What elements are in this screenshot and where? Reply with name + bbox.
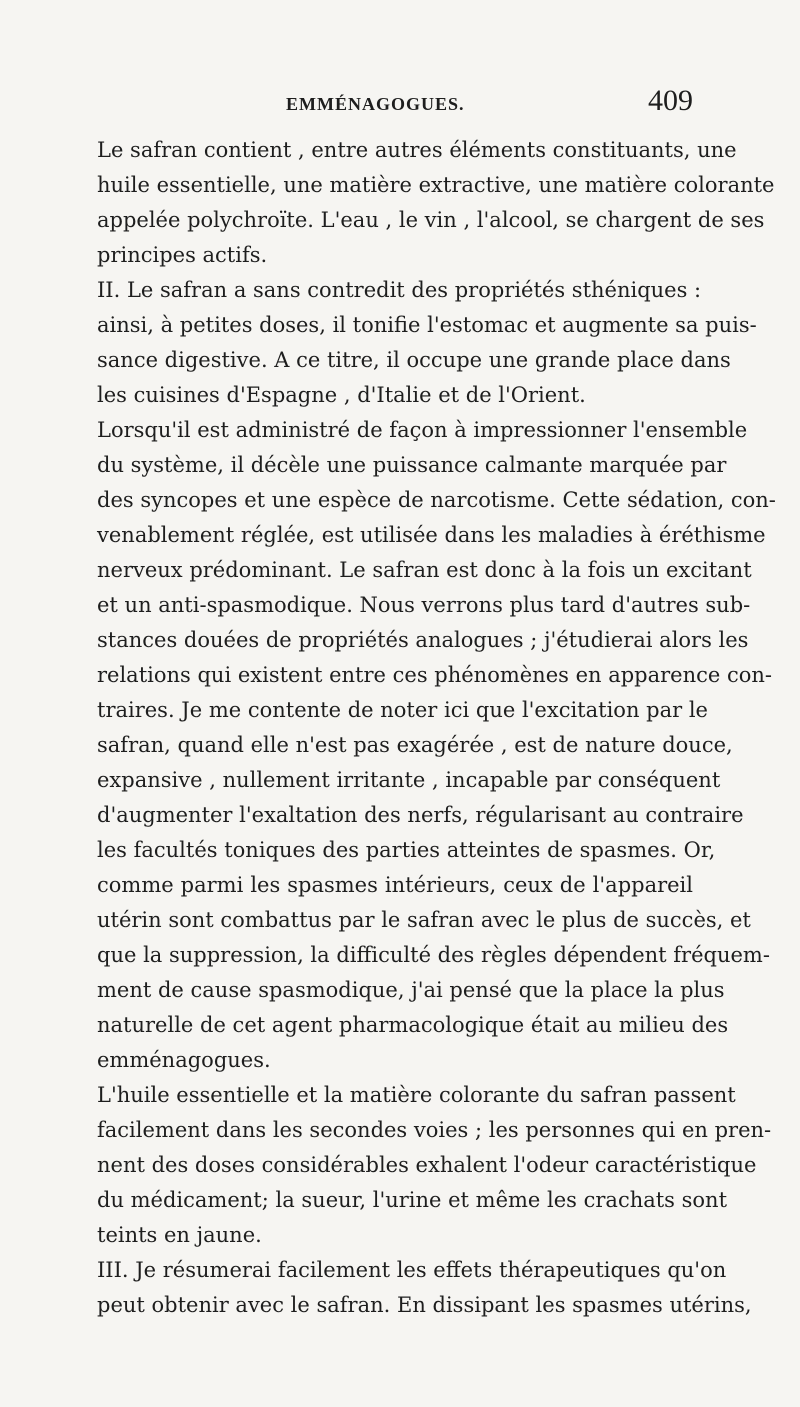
- text-line: comme parmi les spasmes intérieurs, ceux de l'appareil: [97, 873, 693, 897]
- text-line: L'huile essentielle et la matière colorante du safran passent: [97, 1083, 736, 1107]
- text-line: les facultés toniques des parties atteintes de spasmes. Or,: [97, 838, 716, 862]
- text-line: expansive , nullement irritante , incapable par conséquent: [97, 768, 721, 792]
- text-line: du médicament; la sueur, l'urine et même les crachats sont: [97, 1188, 728, 1212]
- text-line: naturelle de cet agent pharmacologique était au milieu des: [97, 1013, 729, 1037]
- text-line: les cuisines d'Espagne , d'Italie et de l'Orient.: [97, 383, 586, 407]
- text-line: des syncopes et une espèce de narcotisme. Cette sédation, con-: [97, 488, 776, 512]
- page-number: 409: [648, 84, 693, 117]
- text-line: III. Je résumerai facilement les effets thérapeutiques qu'on: [97, 1258, 727, 1282]
- text-line: traires. Je me contente de noter ici que l'excitation par le: [97, 698, 708, 722]
- text-line: du système, il décèle une puissance calmante marquée par: [97, 453, 727, 477]
- running-head: EMMÉNAGOGUES.: [286, 94, 465, 114]
- text-line: ment de cause spasmodique, j'ai pensé que la place la plus: [97, 978, 725, 1002]
- text-line: emménagogues.: [97, 1048, 271, 1072]
- text-line: facilement dans les secondes voies ; les personnes qui en pren-: [97, 1118, 772, 1142]
- text-line: nent des doses considérables exhalent l'odeur caractéristique: [97, 1153, 757, 1177]
- text-line: relations qui existent entre ces phénomènes en apparence con-: [97, 663, 773, 687]
- text-line: huile essentielle, une matière extractive, une matière colorante: [97, 173, 775, 197]
- text-line: Lorsqu'il est administré de façon à impressionner l'ensemble: [97, 418, 748, 442]
- text-line: peut obtenir avec le safran. En dissipant les spasmes utérins,: [97, 1293, 752, 1317]
- text-line: principes actifs.: [97, 243, 268, 267]
- text-line: safran, quand elle n'est pas exagérée , est de nature douce,: [97, 733, 733, 757]
- text-line: d'augmenter l'exaltation des nerfs, régularisant au contraire: [97, 803, 744, 827]
- text-line: nerveux prédominant. Le safran est donc à la fois un excitant: [97, 558, 752, 582]
- body-text: [97, 133, 776, 1323]
- text-line: teints en jaune.: [97, 1223, 262, 1247]
- text-line: stances douées de propriétés analogues ; j'étudierai alors les: [97, 628, 749, 652]
- text-line: Le safran contient , entre autres éléments constituants, une: [97, 138, 737, 162]
- text-line: appelée polychroïte. L'eau , le vin , l'alcool, se chargent de ses: [97, 208, 765, 232]
- page-header: [96, 84, 693, 124]
- text-line: que la suppression, la difficulté des règles dépendent fréquem-: [97, 943, 770, 967]
- text-line: sance digestive. A ce titre, il occupe une grande place dans: [97, 348, 731, 372]
- text-line: II. Le safran a sans contredit des propriétés sthéniques :: [97, 278, 702, 302]
- text-line: utérin sont combattus par le safran avec le plus de succès, et: [97, 908, 751, 932]
- text-line: venablement réglée, est utilisée dans les maladies à éréthisme: [97, 523, 766, 547]
- text-line: ainsi, à petites doses, il tonifie l'estomac et augmente sa puis-: [97, 313, 757, 337]
- text-line: et un anti-spasmodique. Nous verrons plus tard d'autres sub-: [97, 593, 751, 617]
